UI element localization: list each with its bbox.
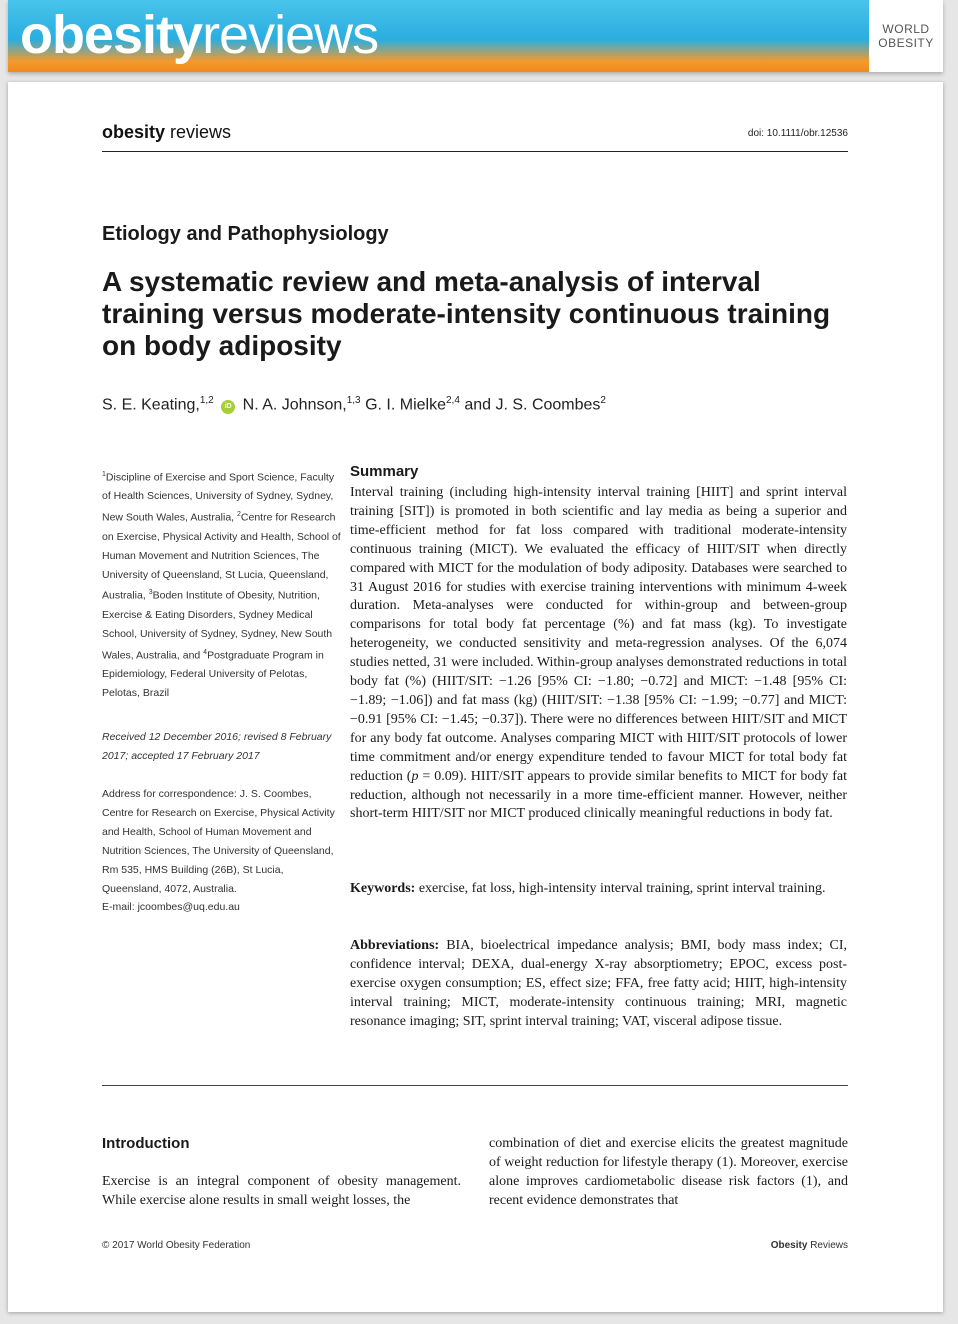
- banner-journal-light: reviews: [202, 5, 379, 65]
- banner-journal-bold: obesity: [20, 5, 203, 65]
- summary-p-symbol: p: [411, 768, 419, 784]
- keywords-text: exercise, fat loss, high-intensity interval training, sprint interval training.: [415, 881, 826, 896]
- affil-3-num: 3: [148, 589, 153, 597]
- author-1-affil: 1,2: [199, 395, 214, 406]
- author-2[interactable]: N. A. Johnson,: [242, 396, 347, 414]
- section-divider: [102, 1085, 848, 1086]
- logo-line-1: WORLD: [882, 22, 930, 36]
- summary-part-1: Interval training (including high-intensity interval training [HIIT] and sprint interval training [SIT]) is promoted in both scientific and lay media as being a superior and time-efficient method for fat loss compared with traditional moderate-intensity continuous training (MICT). We evaluated the efficacy of HIIT/SIT when directly compared with MICT for the modulation of body adiposity. Databases were searched to 31 August 2016 for studies with exercise training interventions with minimum 4-week duration. Meta-analyses were conducted for within-group and between-group comparisons for total body fat percentage (%) and fat mass (kg). To investigate heterogeneity, we conducted sensitivity and meta-regression analyses. Of the 6,074 studies netted, 31 were included. Within-group analyses demonstrated reductions in total body fat (%) (HIIT/SIT: −1.26 [95% CI: −1.80; −0.72] and MICT: −1.48 [95% CI: −1.89; −1.06]) and fat mass (kg) (HIIT/SIT: −1.38 [95% CI: −1.99; −0.77] and MICT: −0.91 [95% CI: −1.45; −0.37]). There were no differences between HIIT/SIT and MICT for any body fat outcome. Analyses comparing MICT with HIIT/SIT protocols of lower time commitment and/or energy expenditure tended to favour MICT for total body fat reduction (: [350, 485, 847, 784]
- footer-journal-bold: Obesity: [770, 1240, 808, 1251]
- introduction-right-column: combination of diet and exercise elicits the greatest magnitude of weight reduction for lifestyle therapy (1). Moreover, exercise alone improves cardiometabolic disease risk factors (1), and recent evidence demonstrates that: [489, 1136, 848, 1208]
- doi[interactable]: doi: 10.1111/obr.12536: [747, 128, 848, 139]
- introduction-left-column: Exercise is an integral component of obesity management. While exercise alone results in small weight losses, the: [102, 1174, 461, 1208]
- author-3[interactable]: G. I. Mielke: [365, 396, 446, 414]
- logo-line-2: OBESITY: [878, 36, 934, 50]
- footer-journal-light: Reviews: [807, 1240, 848, 1251]
- received-dates: Received 12 December 2016; revised 8 February 2017; accepted 17 February 2017: [102, 731, 332, 762]
- affil-1-num: 1: [102, 471, 106, 478]
- summary-part-2: = 0.09). HIIT/SIT appears to provide similar benefits to MICT for body fat reduction, although not necessarily in a more time-efficient manner. However, neither short-term HIIT/SIT nor MICT produced clinically meaningful reductions in body fat.: [350, 768, 848, 822]
- affil-3: Boden Institute of Obesity, Nutrition, Exercise & Eating Disorders, Sydney Medical School, University of Sydney, Sydney, New South Wales, Australia, and: [102, 589, 333, 662]
- affil-2-num: 2: [237, 511, 241, 519]
- correspondence-address: Address for correspondence: J. S. Coombes, Centre for Research on Exercise, Physical Activity and Health, School of Human Movement and Nutrition Sciences, The University of Queensland, Rm 535, HMS Building (26B), St Lucia, Queensland, 4072, Australia.: [102, 788, 335, 895]
- correspondence-email[interactable]: E-mail: jcoombes@uq.edu.au: [102, 901, 240, 914]
- world-obesity-logo: [869, 0, 943, 72]
- keywords: [350, 880, 847, 899]
- header-journal-name: [102, 122, 231, 143]
- keywords-label: Keywords:: [350, 881, 416, 896]
- affil-4-num: 4: [203, 648, 208, 656]
- abbreviations-label: Abbreviations:: [350, 938, 440, 953]
- article-page: [8, 82, 943, 1312]
- summary-heading: Summary: [350, 463, 419, 480]
- author-1[interactable]: S. E. Keating,: [102, 396, 200, 414]
- affiliations: [102, 466, 342, 703]
- abbreviations: [350, 937, 847, 1032]
- header-journal-bold: obesity: [102, 122, 166, 142]
- abbreviations-text: BIA, bioelectrical impedance analysis; BMI, body mass index; CI, confidence interval; DEXA, dual-energy X-ray absorptiometry; EPOC, excess post-exercise oxygen consumption; ES, effect size; FFA, free fatty acid; HIIT, high-intensity interval training; MICT, moderate-intensity continuous training; MRI, magnetic resonance imaging; SIT, sprint interval training; VAT, visceral adipose tissue.: [350, 938, 847, 1029]
- author-2-affil: 1,3: [346, 395, 361, 406]
- affil-2: Centre for Research on Exercise, Physical Activity and Health, School of Human Movement and Nutrition Sciences, The University of Queensland, St Lucia, Queensland, Australia,: [102, 511, 341, 602]
- introduction-heading: Introduction: [102, 1135, 190, 1152]
- author-4[interactable]: and J. S. Coombes: [464, 396, 601, 414]
- journal-banner: [8, 0, 943, 72]
- correspondence: [102, 785, 342, 917]
- footer-copyright: © 2017 World Obesity Federation: [102, 1240, 251, 1251]
- affil-4: Postgraduate Program in Epidemiology, Federal University of Pelotas, Pelotas, Brazil: [102, 649, 324, 699]
- author-3-affil: 2,4: [445, 395, 460, 406]
- summary-text: [350, 484, 847, 824]
- header-journal-light: reviews: [170, 122, 232, 142]
- banner-journal-name: [20, 4, 378, 66]
- author-4-affil: 2: [600, 395, 606, 406]
- orcid-icon[interactable]: iD: [221, 400, 235, 414]
- article-title: A systematic review and meta-analysis of interval training versus moderate-intensity continuous training on body adiposity: [102, 266, 831, 361]
- running-header: [102, 122, 848, 152]
- section-label: Etiology and Pathophysiology: [102, 223, 389, 245]
- footer-journal: [771, 1240, 848, 1251]
- author-list: [102, 395, 606, 414]
- affil-1: Discipline of Exercise and Sport Science, Faculty of Health Sciences, University of Sydney, Sydney, New South Wales, Australia,: [102, 471, 335, 524]
